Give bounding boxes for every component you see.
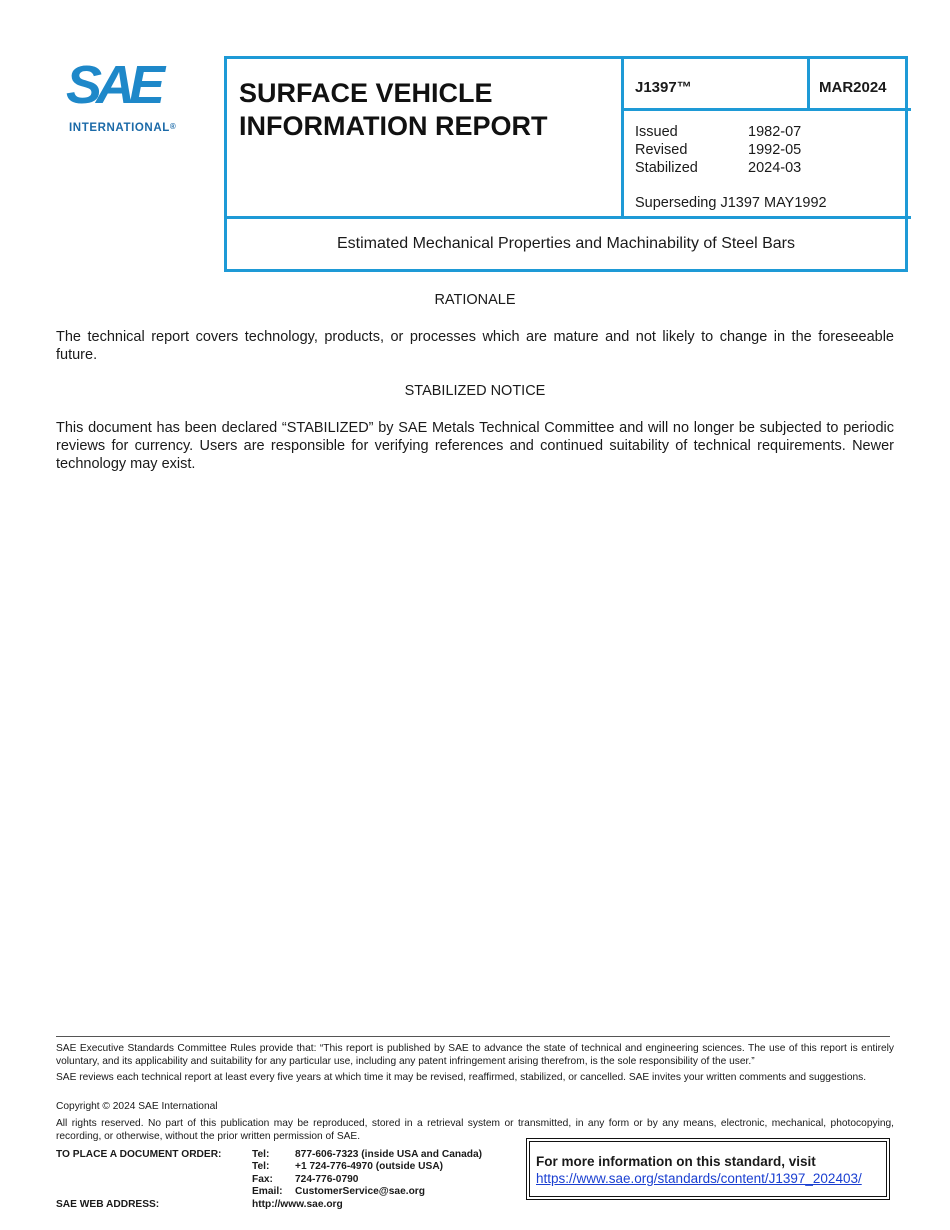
logo-mark: SAE (66, 55, 160, 115)
divider (807, 59, 810, 109)
web-label: SAE WEB ADDRESS: (56, 1198, 160, 1210)
history-row: Stabilized 2024-03 (635, 160, 802, 176)
divider (621, 59, 624, 219)
footer-rule (56, 1036, 890, 1037)
doc-date: MAR2024 (819, 79, 887, 96)
doc-code: J1397™ (635, 79, 692, 96)
history-row: Issued 1982-07 (635, 124, 802, 140)
rationale-text: The technical report covers technology, products, or processes which are mature and not likely to change in the foreseeable future. (56, 329, 894, 363)
notice-text: This document has been declared “STABILIZED” by SAE Metals Technical Committee and will no longer be subjected to periodic reviews for currency. Users are responsible for verifying references and continued suitability of technical requirements. Newer technology may exist. (56, 420, 894, 472)
rights-text: All rights reserved. No part of this publication may be reproduced, stored in a retrieval system or transmitted, in any form or by any means, electronic, mechanical, photocopying, recording, or otherwise, without the prior written permission of SAE. (56, 1118, 894, 1142)
rules-text: SAE Executive Standards Committee Rules provide that: “This report is published by SAE to advance the state of technical and engineering sciences. The use of this report is entirely voluntary, and its applicability and suitability for any particular use, including any patent infringement arising therefrom, is the sole responsibility of the user.” (56, 1043, 894, 1067)
divider (227, 216, 911, 219)
history-row: Revised 1992-05 (635, 142, 802, 158)
more-info-box (526, 1138, 890, 1200)
divider (621, 108, 911, 111)
contact-value: 724-776-0790 (295, 1173, 359, 1185)
standard-url-link[interactable]: https://www.sae.org/standards/content/J1397_202403/ (536, 1171, 862, 1186)
contact-value: +1 724-776-4970 (outside USA) (295, 1161, 444, 1173)
email-link[interactable]: CustomerService@sae.org (295, 1186, 425, 1198)
rationale-heading: RATIONALE (434, 292, 516, 308)
web-address-link[interactable]: http://www.sae.org (252, 1198, 343, 1210)
document-header (224, 56, 908, 272)
review-text: SAE reviews each technical report at least every five years at which time it may be revised, reaffirmed, stabilized, or cancelled. SAE invites your written comments and suggestions. (56, 1072, 867, 1083)
superseding-note: Superseding J1397 MAY1992 (635, 195, 827, 211)
document-subtitle: Estimated Mechanical Properties and Machinability of Steel Bars (337, 235, 795, 252)
sae-logo (66, 55, 194, 138)
report-type-title: SURFACE VEHICLE INFORMATION REPORT (239, 78, 548, 141)
logo-wordmark: INTERNATIONAL® (69, 122, 177, 134)
order-label: TO PLACE A DOCUMENT ORDER: (56, 1149, 222, 1160)
contact-value: 877-606-7323 (inside USA and Canada) (295, 1149, 483, 1160)
notice-heading: STABILIZED NOTICE (404, 383, 546, 399)
revision-history (635, 123, 801, 177)
more-info-title: For more information on this standard, visit (536, 1154, 816, 1169)
copyright: Copyright © 2024 SAE International (56, 1101, 218, 1112)
